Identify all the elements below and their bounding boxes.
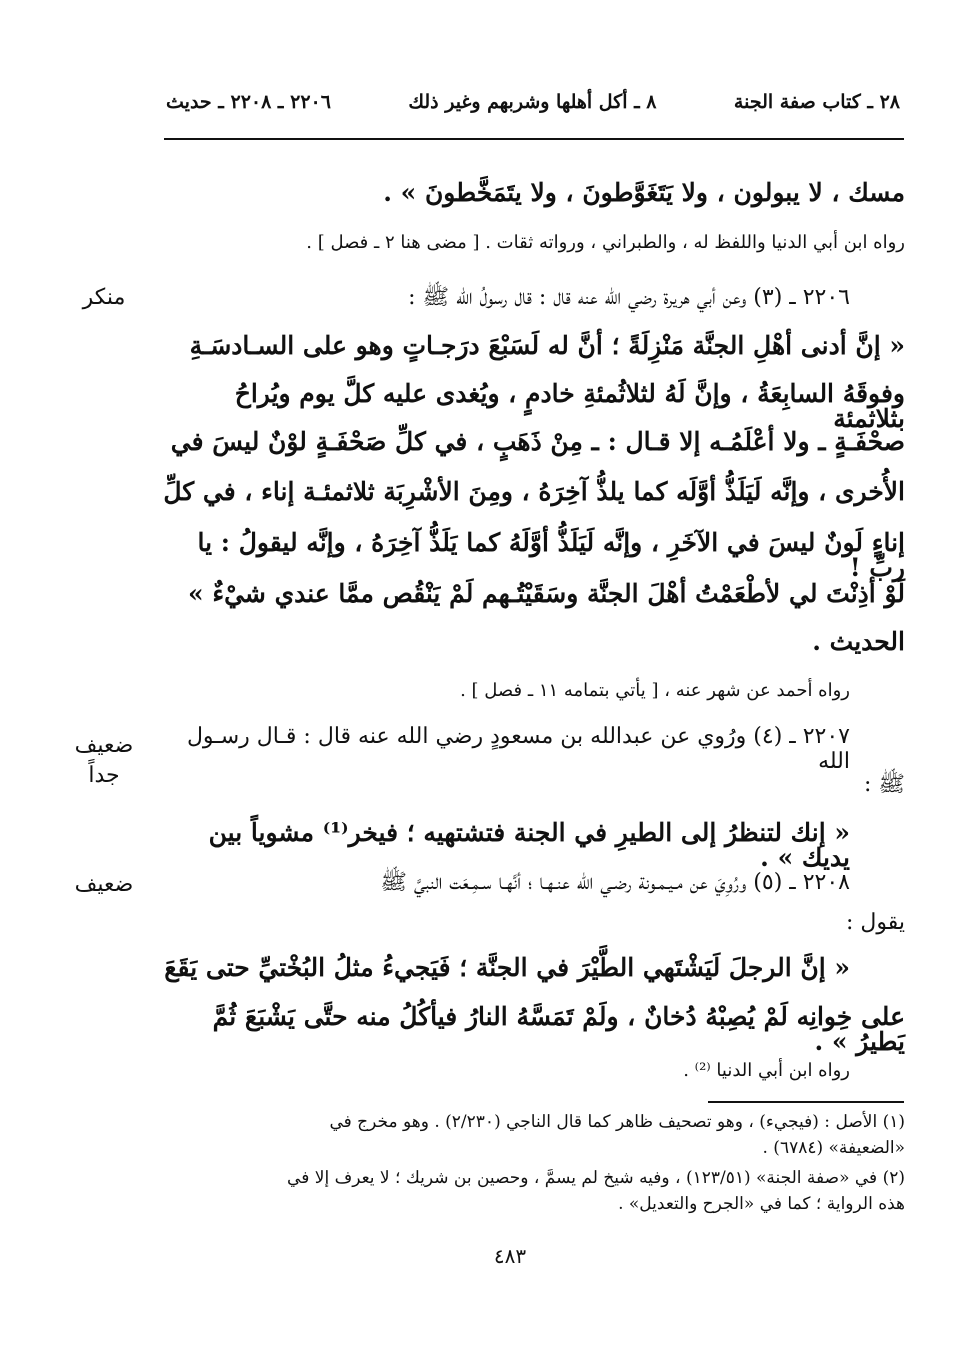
header-hadith-range: ٢٢٠٦ ـ ٢٢٠٨ ـ حديث <box>166 91 331 113</box>
footnote-1-line-2: «الضعيفة» (٦٧٨٤) . <box>762 1138 905 1158</box>
hadith-2206-source: رواه أحمد عن شهر عنه ، [ يأتي بتمامه ١١ ـ فصل ] . <box>460 680 850 701</box>
hadith-2207-heading-cont: ﷺ : <box>864 772 905 797</box>
hadith-2206-heading: ٢٢٠٦ ـ (٣) وعن أبي هريرة رضي الله عنه قال : قال رسولُ الله ﷺ : <box>408 285 850 310</box>
hadith-2206-line-3: صحْفَـةٍ ـ ولا أعْلَمُـه إلا قـال : ـ مِنْ ذَهَبٍ ، في كلِّ صَحْفَـةٍ لوْنٌ ليسَ في <box>170 427 905 456</box>
header-chapter: ٢٨ ـ كتاب صفة الجنة <box>733 91 900 113</box>
hadith-2208-line-1: « إنَّ الرجلَ لَيَشْتَهي الطَّيْرَ في الجنَّة ؛ فَيَجيءُ مثلُ البُخْتيِّ حتى يَقَعَ <box>164 953 850 982</box>
hadith-2206-line-5: إناءٍ لَونٌ ليسَ في الآخَرِ ، وإنَّه لَيَلَذُّ أوَّلَهُ كما يَلَذُّ آخِرَهُ ، وإنَّه ليقولُ : يا ربِّ ! <box>197 528 905 582</box>
footnote-1-line-1: (١) الأصل : (فيجيء) ، وهو تصحيف ظاهر كما قال الناجي (٢/٢٣٠) . وهو مخرج في <box>329 1112 905 1132</box>
page-number: ٤٨٣ <box>493 1244 527 1268</box>
footnote-rule <box>708 1101 904 1103</box>
hadith-2208-source: رواه ابن أبي الدنيا ⁽²⁾ . <box>683 1060 850 1081</box>
intro-hadith-line: مسك ، لا يبولون ، ولا يَتَغَوَّطونَ ، ولا يتَمَخَّطونَ » . <box>383 178 905 207</box>
header-rule <box>164 138 904 140</box>
hadith-2206-line-4: الأُخرى ، وإنَّه لَيَلَذُّ أوَّلَه كما يلذُّ آخِرَهُ ، ومِنَ الأشْرِبَة ثلاثمئـة إناء ، في كلِّ <box>163 477 905 506</box>
intro-source: رواه ابن أبي الدنيا واللفظ له ، والطبراني ، ورواته ثقات . [ مضى هنا ٢ ـ فصل ] . <box>306 232 905 253</box>
hadith-2207-heading: ٢٢٠٧ ـ (٤) ورُوي عن عبدالله بن مسعودٍ رضي الله عنه قال : قـال رسـول الله <box>186 724 850 774</box>
footnote-2-line-2: هذه الرواية ؛ كما في «الجرح والتعديل» . <box>618 1194 905 1214</box>
hadith-2207-text: « إنك لتنظرُ إلى الطيرِ في الجنة فتشتهيه ؛ فيخر⁽¹⁾ مشوياً بين يديك » . <box>208 818 850 872</box>
hadith-2206-line-2: وفوقَهُ السابِعَةُ ، وإنَّ لَهُ لثلاثُمئةِ خادمٍ ، ويُغدى عليه كلَّ يوم ويُراحُ بثلاثمئة <box>234 379 905 433</box>
hadith-2208-line-2: على خِوانِه لَمْ يُصِبْهُ دُخانٌ ، ولَمْ تَمَسَّهُ النارُ فيأكُلُ منه حتَّى يَشْبَعَ ثُمَّ يَطيرُ » . <box>212 1002 905 1056</box>
hadith-2206-line-1: « إنَّ أدنى أهْلِ الجنَّة مَنْزِلَةً ؛ أنَّ له لَسَبْعَ درَجـاتٍ وهو على السـادسَـةِ <box>189 331 905 360</box>
header-section: ٨ ـ أكل أهلها وشربهم وغير ذلك <box>408 91 657 113</box>
grade-2207-qualifier: جداً <box>88 763 120 788</box>
running-header <box>166 84 900 120</box>
grade-2206: منكر <box>82 285 126 310</box>
grade-2208: ضعيف <box>74 872 134 897</box>
hadith-2208-heading-cont: يقول : <box>845 910 905 935</box>
hadith-2206-line-6: لَوْ أذِنْتَ لي لأطْعَمْتُ أهْلَ الجنَّة وسَقَيْتُـهم لَمْ يَنْقُص ممَّا عندي شيْءٌ » <box>188 579 905 608</box>
grade-2207: ضعيف <box>74 733 134 758</box>
footnote-2-line-1: (٢) في «صفة الجنة» (١٢٣/٥١) ، وفيه شيخ لم يسمَّ ، وحصين بن شريك ؛ لا يعرف إلا في <box>287 1168 905 1188</box>
hadith-2206-line-7: الحديث . <box>812 627 905 656</box>
hadith-2208-heading: ٢٢٠٨ ـ (٥) ورُوِيَ عن مـيـمـونة رضـي الله عنـهـا ؛ أنَّهـا سـمِـعَت النبيَّ ﷺ <box>380 870 850 895</box>
